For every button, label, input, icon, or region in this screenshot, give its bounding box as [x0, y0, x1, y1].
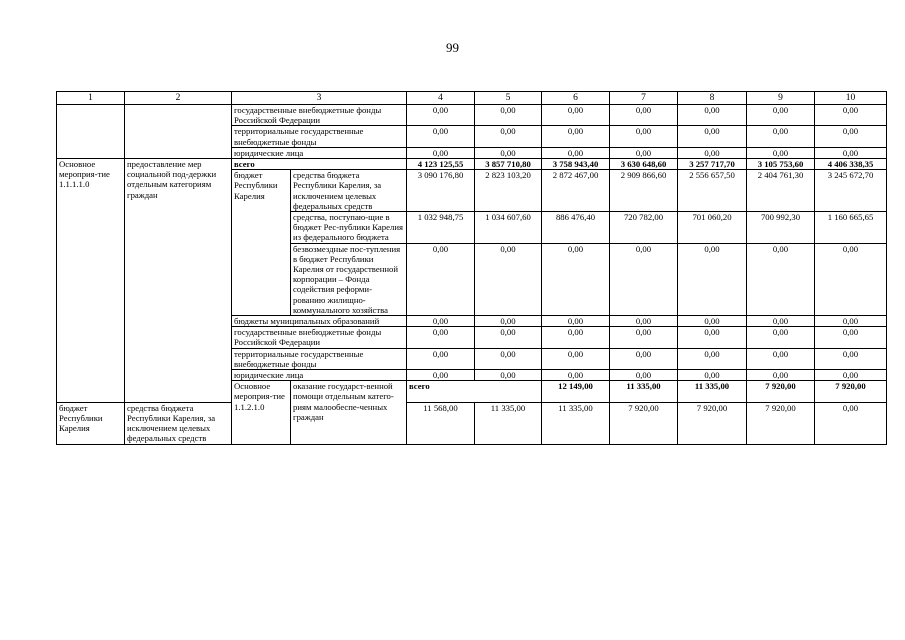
value-cell: 0,00: [407, 316, 475, 327]
value-cell: 0,00: [475, 243, 542, 315]
value-cell: 0,00: [542, 105, 610, 126]
value-cell: 0,00: [815, 243, 887, 315]
column-number-row: [57, 92, 887, 105]
total-value: 12 149,00: [542, 381, 610, 402]
value-cell: 2 404 761,30: [747, 170, 815, 212]
column-number: 4: [407, 92, 475, 105]
value-cell: 0,00: [815, 105, 887, 126]
table-row: [57, 159, 887, 170]
value-cell: 0,00: [747, 105, 815, 126]
source-label: юридические лица: [232, 147, 407, 158]
total-value: 4 123 125,55: [407, 159, 475, 170]
budget-label: бюджет Республики Карелия: [232, 170, 291, 316]
total-value: 3 105 753,60: [747, 159, 815, 170]
value-cell: 0,00: [407, 348, 475, 369]
value-cell: 0,00: [610, 348, 678, 369]
total-value: 11 335,00: [610, 381, 678, 402]
value-cell: 0,00: [747, 327, 815, 348]
total-label: всего: [407, 381, 542, 402]
value-cell: 0,00: [678, 243, 747, 315]
budget-table: [56, 91, 887, 445]
value-cell: 0,00: [747, 370, 815, 381]
total-value: 7 920,00: [747, 381, 815, 402]
value-cell: 0,00: [407, 370, 475, 381]
value-cell: 0,00: [542, 147, 610, 158]
total-value: 3 257 717,70: [678, 159, 747, 170]
value-cell: 1 034 607,60: [475, 212, 542, 244]
value-cell: 1 032 948,75: [407, 212, 475, 244]
value-cell: 720 782,00: [610, 212, 678, 244]
value-cell: 1 160 665,65: [815, 212, 887, 244]
source-label: территориальные государственные внебюджетные фонды: [232, 126, 407, 147]
source-label: государственные внебюджетные фонды Российской Федерации: [232, 105, 407, 126]
budget-label: бюджет Республики Карелия: [57, 402, 125, 444]
column-number: 3: [232, 92, 407, 105]
value-cell: 0,00: [610, 370, 678, 381]
source-label: средства, поступаю-щие в бюджет Рес-публики Карелия из федерального бюджета: [291, 212, 407, 244]
value-cell: 0,00: [678, 126, 747, 147]
value-cell: 0,00: [815, 147, 887, 158]
value-cell: 0,00: [475, 327, 542, 348]
activity-cell: Основное мероприя-тие 1.1.2.1.0: [232, 381, 291, 444]
value-cell: 0,00: [678, 316, 747, 327]
value-cell: 0,00: [475, 316, 542, 327]
value-cell: 0,00: [678, 348, 747, 369]
column-number: 2: [125, 92, 232, 105]
value-cell: 11 568,00: [407, 402, 475, 444]
value-cell: 0,00: [475, 348, 542, 369]
value-cell: 0,00: [747, 348, 815, 369]
source-label: территориальные государственные внебюджетные фонды: [232, 348, 407, 369]
value-cell: 7 920,00: [747, 402, 815, 444]
activity-cell: Основное мероприя-тие 1.1.1.1.0: [57, 159, 125, 403]
value-cell: 0,00: [475, 370, 542, 381]
value-cell: 0,00: [542, 316, 610, 327]
value-cell: 0,00: [747, 316, 815, 327]
value-cell: 0,00: [815, 370, 887, 381]
column-number: 5: [475, 92, 542, 105]
value-cell: 0,00: [678, 370, 747, 381]
value-cell: 0,00: [678, 147, 747, 158]
column-number: 6: [542, 92, 610, 105]
column-number: 7: [610, 92, 678, 105]
column-number: 1: [57, 92, 125, 105]
value-cell: 0,00: [747, 147, 815, 158]
value-cell: 2 556 657,50: [678, 170, 747, 212]
value-cell: 0,00: [815, 402, 887, 444]
value-cell: 0,00: [542, 327, 610, 348]
value-cell: 11 335,00: [475, 402, 542, 444]
column-number: 8: [678, 92, 747, 105]
value-cell: 0,00: [815, 348, 887, 369]
value-cell: 0,00: [610, 327, 678, 348]
page-number: 99: [446, 40, 459, 55]
source-label: юридические лица: [232, 370, 407, 381]
value-cell: 0,00: [407, 126, 475, 147]
description-cell: [125, 105, 232, 159]
value-cell: 0,00: [475, 126, 542, 147]
value-cell: 0,00: [678, 105, 747, 126]
activity-cell: [57, 105, 125, 159]
value-cell: 0,00: [747, 126, 815, 147]
column-number: 9: [747, 92, 815, 105]
source-label: государственные внебюджетные фонды Российской Федерации: [232, 327, 407, 348]
value-cell: 0,00: [475, 147, 542, 158]
total-value: 4 406 338,35: [815, 159, 887, 170]
source-label: средства бюджета Республики Карелия, за исключением целевых федеральных средств: [291, 170, 407, 212]
value-cell: 0,00: [815, 316, 887, 327]
source-label: безвозмездные пос-тупления в бюджет Республики Карелия от государственной корпорации – Фонда содействия реформи-рованию жилищно-коммунального хозяйства: [291, 243, 407, 315]
total-value: 11 335,00: [678, 381, 747, 402]
value-cell: 0,00: [815, 327, 887, 348]
description-cell: предоставление мер социальной под-держки отдельным категориям граждан: [125, 159, 232, 403]
value-cell: 0,00: [407, 105, 475, 126]
value-cell: 0,00: [610, 243, 678, 315]
value-cell: 0,00: [542, 243, 610, 315]
value-cell: 0,00: [475, 105, 542, 126]
value-cell: 0,00: [610, 147, 678, 158]
value-cell: 0,00: [542, 370, 610, 381]
total-value: 3 758 943,40: [542, 159, 610, 170]
value-cell: 0,00: [542, 348, 610, 369]
value-cell: 0,00: [407, 147, 475, 158]
value-cell: 0,00: [407, 327, 475, 348]
source-label: средства бюджета Республики Карелия, за исключением целевых федеральных средств: [125, 402, 232, 444]
value-cell: 2 872 467,00: [542, 170, 610, 212]
value-cell: 3 245 672,70: [815, 170, 887, 212]
table-row: [57, 105, 887, 126]
value-cell: 0,00: [407, 243, 475, 315]
value-cell: 3 090 176,80: [407, 170, 475, 212]
value-cell: 0,00: [678, 327, 747, 348]
value-cell: 0,00: [610, 105, 678, 126]
value-cell: 886 476,40: [542, 212, 610, 244]
table-row: [57, 402, 887, 444]
value-cell: 700 992,30: [747, 212, 815, 244]
value-cell: 11 335,00: [542, 402, 610, 444]
value-cell: 0,00: [610, 126, 678, 147]
column-number: 10: [815, 92, 887, 105]
value-cell: 0,00: [610, 316, 678, 327]
value-cell: 7 920,00: [678, 402, 747, 444]
value-cell: 701 060,20: [678, 212, 747, 244]
total-value: 7 920,00: [815, 381, 887, 402]
value-cell: 0,00: [542, 126, 610, 147]
value-cell: 0,00: [747, 243, 815, 315]
total-label: всего: [232, 159, 407, 170]
value-cell: 0,00: [815, 126, 887, 147]
description-cell: оказание государст-венной помощи отдельным катего-риям малообеспе-ченных граждан: [291, 381, 407, 444]
total-value: 3 857 710,80: [475, 159, 542, 170]
source-label: бюджеты муниципальных образований: [232, 316, 407, 327]
total-value: 3 630 648,60: [610, 159, 678, 170]
value-cell: 2 909 866,60: [610, 170, 678, 212]
value-cell: 2 823 103,20: [475, 170, 542, 212]
value-cell: 7 920,00: [610, 402, 678, 444]
